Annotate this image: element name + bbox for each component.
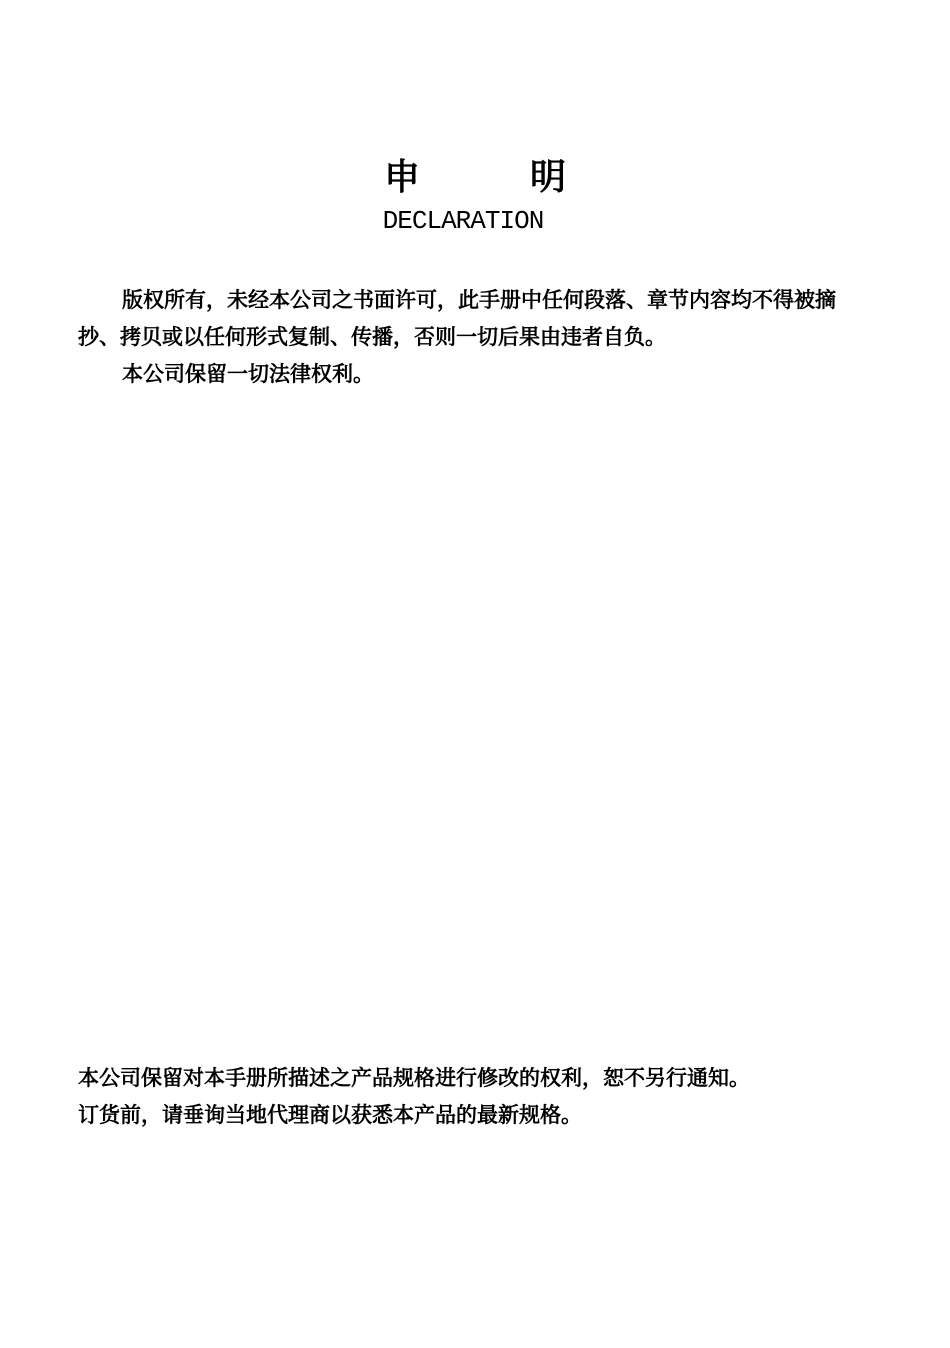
ordering-notice: 订货前，请垂询当地代理商以获悉本产品的最新规格。 — [78, 1103, 582, 1127]
rights-reserved-paragraph: 本公司保留一切法律权利。 — [122, 362, 374, 386]
copyright-section — [78, 282, 868, 393]
title-char-2: 明 — [530, 157, 567, 198]
page-title — [0, 154, 950, 202]
copyright-paragraph: 版权所有，未经本公司之书面许可，此手册中任何段落、章节内容均不得被摘抄、拷贝或以任何形式复制、传播，否则一切后果由违者自负。 — [78, 288, 836, 349]
notice-section — [78, 1060, 868, 1134]
spec-change-notice: 本公司保留对本手册所描述之产品规格进行修改的权利，恕不另行通知。 — [78, 1066, 750, 1090]
page-subtitle: DECLARATION — [382, 206, 544, 236]
title-char-1: 申 — [383, 157, 420, 198]
